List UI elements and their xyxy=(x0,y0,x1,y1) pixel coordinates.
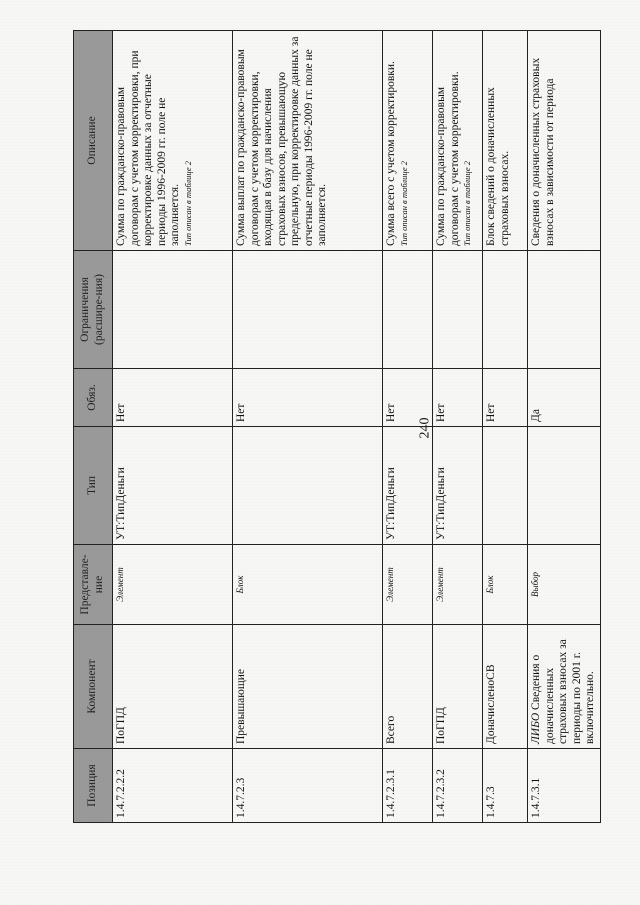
cell-repr: Элемент xyxy=(383,545,433,625)
cell-position: 1.4.7.2.2.2 xyxy=(113,749,233,823)
cell-limits xyxy=(528,251,601,369)
cell-type: УТ:ТипДеньги xyxy=(113,427,233,545)
rotated-page xyxy=(73,31,597,823)
cell-repr: Блок xyxy=(233,545,383,625)
cell-type xyxy=(528,427,601,545)
header-component: Компонент xyxy=(74,625,113,749)
cell-required: Нет xyxy=(113,369,233,427)
description-text: Сумма по гражданско-правовым договорам с учетом корректировки. xyxy=(435,71,461,246)
header-required: Обяз. xyxy=(74,369,113,427)
cell-type xyxy=(233,427,383,545)
cell-limits xyxy=(233,251,383,369)
header-limits: Ограничения (расшире-ния) xyxy=(74,251,113,369)
cell-repr: Блок xyxy=(483,545,528,625)
cell-component: Всего xyxy=(383,625,433,749)
cell-component xyxy=(528,625,601,749)
cell-limits xyxy=(383,251,433,369)
description-text: Сумма всего с учетом корректировки. xyxy=(385,61,397,246)
spec-table xyxy=(73,30,601,823)
cell-repr: Элемент xyxy=(433,545,483,625)
header-description: Описание xyxy=(74,31,113,251)
page-number: 240 xyxy=(417,417,433,439)
cell-position: 1.4.7.2.3.1 xyxy=(383,749,433,823)
table-row xyxy=(483,31,528,823)
cell-required: Нет xyxy=(233,369,383,427)
table-row xyxy=(113,31,233,823)
cell-component: Превышающие xyxy=(233,625,383,749)
table-row xyxy=(383,31,433,823)
cell-limits xyxy=(113,251,233,369)
cell-type: УТ:ТипДеньги xyxy=(433,427,483,545)
description-text: Сумма выплат по гражданско-правовым договорам с учетом корректировки, входящая в базу для начисления страховых взносов, превышающую предельную, при корректировке данных за отчетные периоды 1996-2009 гг. поле не заполняется. xyxy=(235,36,329,246)
cell-description xyxy=(113,31,233,251)
cell-required: Нет xyxy=(483,369,528,427)
cell-description xyxy=(233,31,383,251)
cell-description xyxy=(383,31,433,251)
description-text: Сумма по гражданско-правовым договорам с учетом корректировки, при корректировке данных за отчетные периоды 1996-2009 гг. поле не заполняется. xyxy=(115,50,182,246)
cell-component: ДоначисленоСВ xyxy=(483,625,528,749)
type-note: Тип описан в таблице 2 xyxy=(462,161,473,246)
table-header-row xyxy=(74,31,113,823)
choice-prefix: ЛИБО xyxy=(530,712,542,744)
cell-component: ПоГПД xyxy=(433,625,483,749)
table-row xyxy=(233,31,383,823)
cell-limits xyxy=(433,251,483,369)
cell-type: УТ:ТипДеньги xyxy=(383,427,433,545)
component-text: Сведения о доначисленных страховых взносах за периоды по 2001 г. включительно. xyxy=(530,639,597,744)
cell-position: 1.4.7.3 xyxy=(483,749,528,823)
description-text: Сведения о доначисленных страховых взносах в зависимости от периода xyxy=(530,57,556,246)
cell-repr: Элемент xyxy=(113,545,233,625)
cell-limits xyxy=(483,251,528,369)
header-representation: Представле-ние xyxy=(74,545,113,625)
cell-required: Да xyxy=(528,369,601,427)
type-note: Тип описан в таблице 2 xyxy=(398,161,409,246)
cell-required: Нет xyxy=(383,369,433,427)
cell-position: 1.4.7.2.3.2 xyxy=(433,749,483,823)
header-position: Позиция xyxy=(74,749,113,823)
cell-component: ПоГПД xyxy=(113,625,233,749)
table-row xyxy=(528,31,601,823)
cell-description xyxy=(528,31,601,251)
cell-description xyxy=(433,31,483,251)
cell-description xyxy=(483,31,528,251)
cell-position: 1.4.7.2.3 xyxy=(233,749,383,823)
cell-required: Нет xyxy=(433,369,483,427)
type-note: Тип описан в таблице 2 xyxy=(182,161,193,246)
header-type: Тип xyxy=(74,427,113,545)
cell-position: 1.4.7.3.1 xyxy=(528,749,601,823)
cell-type xyxy=(483,427,528,545)
cell-repr: Выбор xyxy=(528,545,601,625)
table-row xyxy=(433,31,483,823)
description-text: Блок сведений о доначисленных страховых взносах. xyxy=(485,87,511,246)
